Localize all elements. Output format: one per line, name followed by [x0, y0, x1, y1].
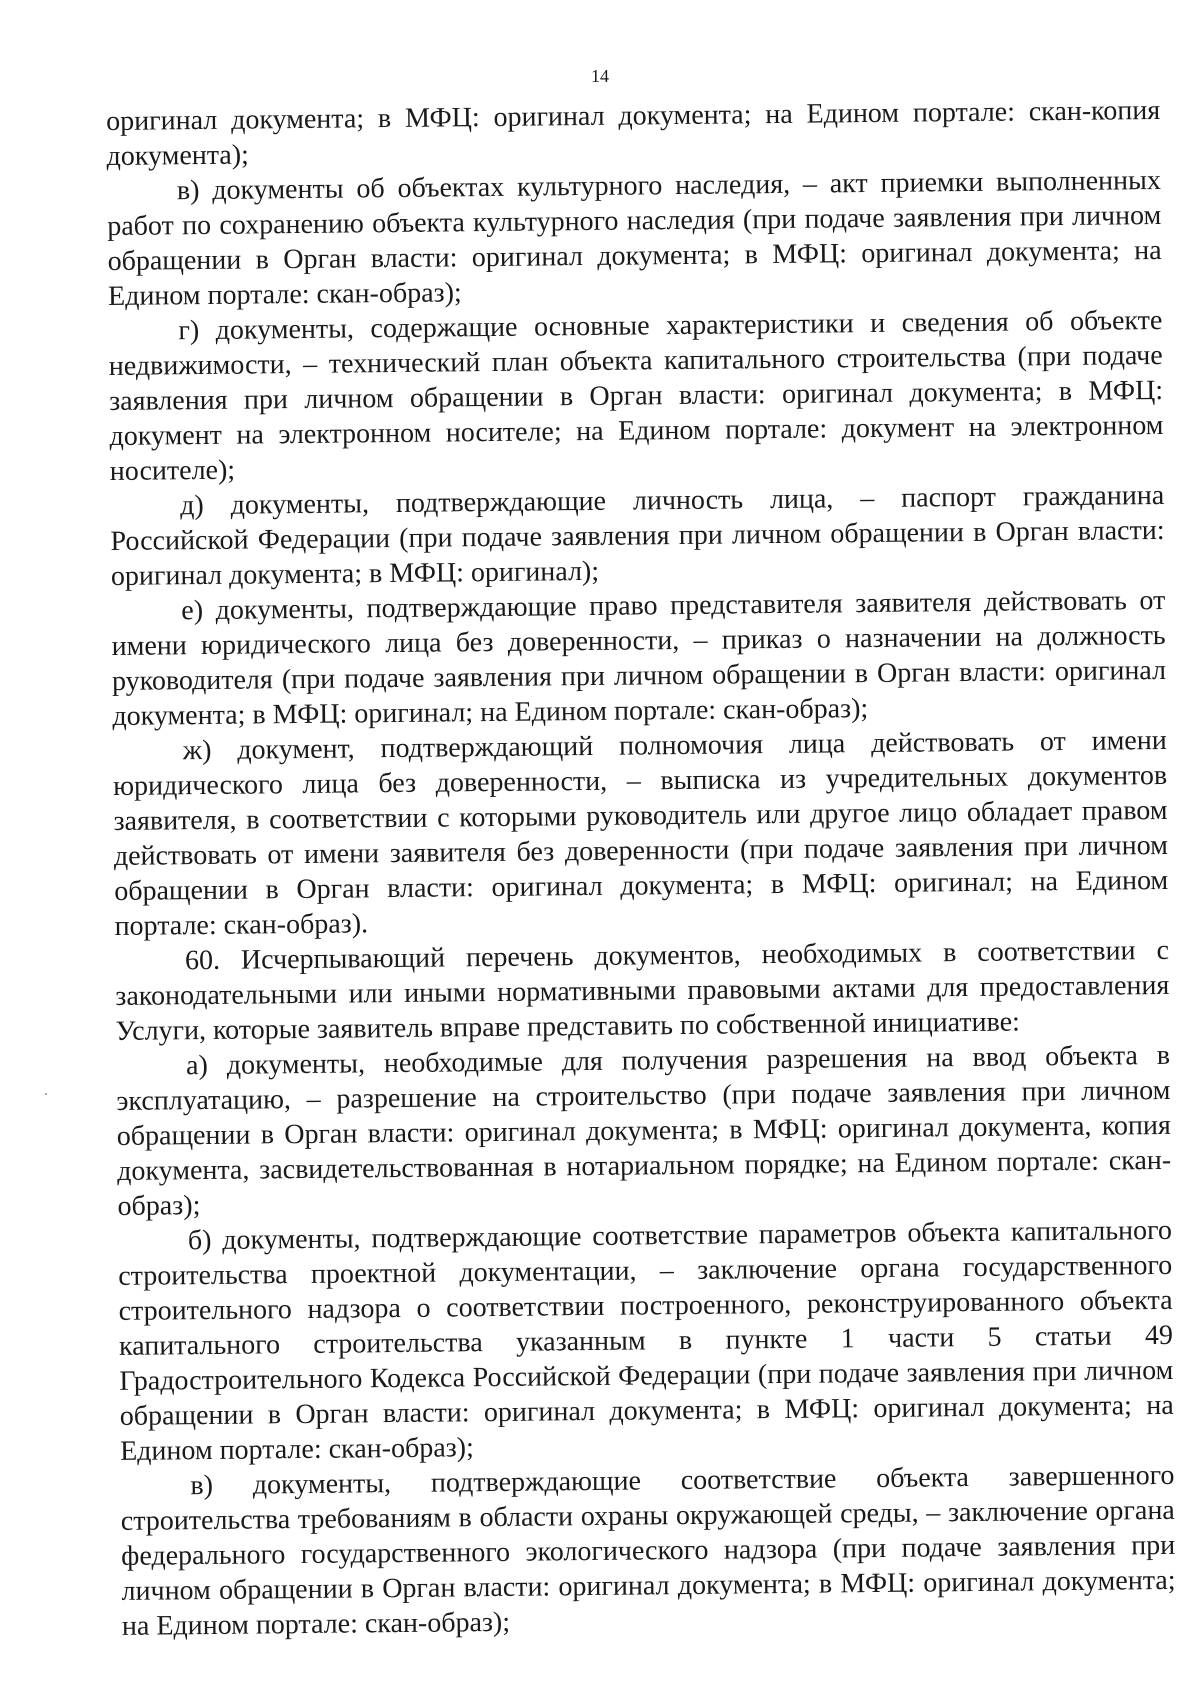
paragraph-item-b-compliance: б) документы, подтверждающие соответствие параметров объекта капитального строительства проектной документации, – заключение органа государственного строительного надзора о соответствии построенного, реконструированного объекта капитального строительства указанным в пункте 1 части 5 статьи 49 Градостроительного Кодекса Российской Федерации (при подаче заявления при личном обращении в Орган власти: оригинал документа; в МФЦ: оригинал документа; на Едином портале: скан-образ); — [118, 1214, 1174, 1467]
paragraph-item-e-representative: е) документы, подтверждающие право представителя заявителя действовать от имени юридического лица без доверенности, – приказ о назначении на должность руководителя (при подаче заявления при личном обращении в Орган власти: оригинал документа; в МФЦ: оригинал; на Едином портале: скан-образ); — [111, 584, 1167, 732]
paragraph-item-a-permit: а) документы, необходимые для получения разрешения на ввод объекта в эксплуатацию, – разрешение на строительство (при подаче заявления при личном обращении в Орган власти: оригинал документа; в МФЦ: оригинал документа, копия документа, засвидетельствованная в нотариальном порядке; на Едином портале: скан-образ); — [116, 1039, 1172, 1222]
document-body — [106, 93, 1176, 1644]
paragraph-item-d-identity: д) документы, подтверждающие личность лица, – паспорт гражданина Российской Федерации (при подаче заявления при личном обращении в Орган власти: оригинал документа; в МФЦ: оригинал); — [110, 479, 1165, 592]
paragraph-item-v-cultural-heritage: в) документы об объектах культурного наследия, – акт приемки выполненных работ по сохранению объекта культурного наследия (при подаче заявления при личном обращении в Орган власти: оригинал документа; в МФЦ: оригинал документа; на Едином портале: скан-образ); — [107, 164, 1162, 312]
paragraph-item-g-real-estate: г) документы, содержащие основные характеристики и сведения об объекте недвижимости, – технический план объекта капитального строительства (при подаче заявления при личном обращении в Орган власти: оригинал документа; в МФЦ: документ на электронном носителе; на Едином портале: документ на электронном носителе); — [108, 304, 1164, 487]
paragraph-section-60: 60. Исчерпывающий перечень документов, необходимых в соответствии с законодательными или иными нормативными правовыми актами для предоставления Услуги, которые заявитель вправе представить по собственной инициативе: — [115, 934, 1170, 1047]
paragraph-item-v-environment: в) документы, подтверждающие соответствие объекта завершенного строительства требованиям в области охраны окружающей среды, – заключение органа федерального государственного экологического надзора (при подаче заявления при личном обращении в Орган власти: оригинал документа; в МФЦ: оригинал документа; на Едином портале: скан-образ); — [120, 1459, 1176, 1642]
page-number: 14 — [591, 66, 609, 86]
paragraph-continuation: оригинал документа; в МФЦ: оригинал документа; на Едином портале: скан-копия документа); — [106, 94, 1161, 172]
paragraph-item-zh-authority: ж) документ, подтверждающий полномочия лица действовать от имени юридического лица без доверенности, – выписка из учредительных документов заявителя, в соответствии с которыми руководитель или другое лицо обладает правом действовать от имени заявителя без доверенности (при подаче заявления при личном обращении в Орган власти: оригинал документа; в МФЦ: оригинал; на Едином портале: скан-образ). — [112, 724, 1169, 942]
scan-speck — [45, 1093, 47, 1095]
